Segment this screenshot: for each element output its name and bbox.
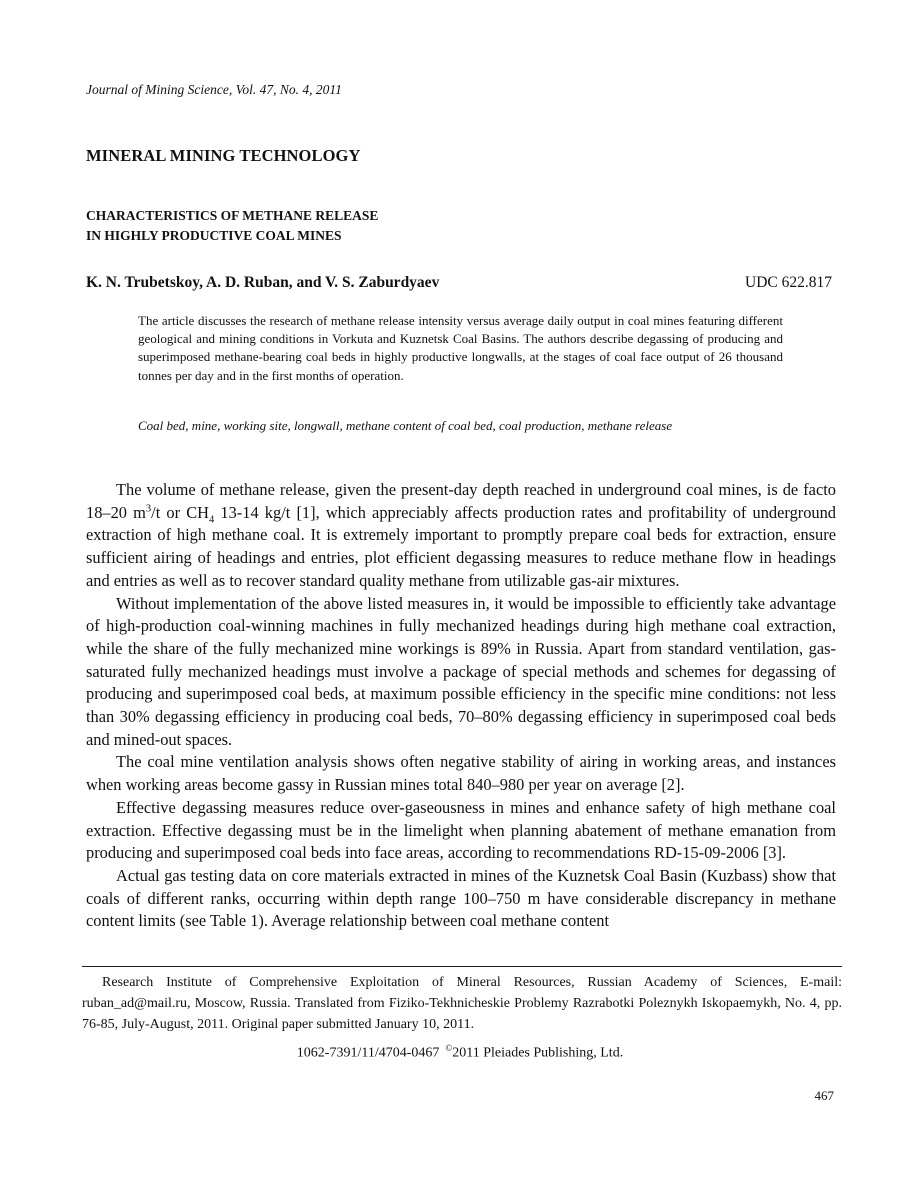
- paragraph-5: Actual gas testing data on core materials extracted in mines of the Kuznetsk Coal Basin (Kuzbass) show that coals of different ranks, occurring within depth range 100–750 m have considerable discrepancy in methane content limits (see Table 1). Average relationship between coal methane content: [86, 865, 836, 931]
- p1-text-b: /t or CH: [151, 502, 209, 522]
- issn-code: 1062-7391/11/4704-0467: [296, 1045, 440, 1061]
- footnote: Research Institute of Comprehensive Exploitation of Mineral Resources, Russian Academy of Sciences, E-mail: ruban_ad@mail.ru, Moscow, Russia. Translated from Fiziko-Tekhnicheskie Problemy Razrabotki Poleznykh Iskopaemykh, No. 4, pp. 76-85, July-August, 2011. Original paper submitted January 10, 2011.: [82, 975, 842, 1032]
- paragraph-1: [86, 479, 836, 593]
- keywords: Coal bed, mine, working site, longwall, methane content of coal bed, coal production, methane release: [138, 418, 673, 433]
- p1-text-a: The volume of methane release, given the present-day depth reached in underground coal mines, is de facto 18–20 m: [86, 480, 836, 522]
- udc-code: UDC 622.817: [745, 274, 832, 291]
- body-text: [86, 479, 836, 933]
- p1-subscript: 4: [209, 513, 215, 525]
- p1-text-c: 13-14 kg/t [1], which appreciably affects production rates and profitability of underground extraction of high methane coal. It is extremely important to promptly prepare coal beds for extraction, ensure sufficient airing of headings and entries, plot efficient degassing measures to reduce methane flow in headings and entries as well as to recover standard quality methane from utilizable gas-air mixtures.: [86, 502, 837, 590]
- authors: K. N. Trubetskoy, A. D. Ruban, and V. S. Zaburdyaev: [86, 274, 440, 291]
- paragraph-4: Effective degassing measures reduce over-gaseousness in mines and enhance safety of high methane coal extraction. Effective degassing must be in the limelight when planning abatement of methane emanation from producing and superimposed coal beds into face areas, according to recommendations RD-15-09-2006 [3].: [86, 797, 836, 863]
- title-line-1: CHARACTERISTICS OF METHANE RELEASE: [86, 208, 379, 223]
- footnote-divider: [82, 966, 842, 967]
- title-line-2: IN HIGHLY PRODUCTIVE COAL MINES: [86, 228, 342, 243]
- section-heading: MINERAL MINING TECHNOLOGY: [86, 146, 361, 165]
- article-title: [86, 206, 378, 246]
- abstract: The article discusses the research of methane release intensity versus average daily output in coal mines featuring different geological and mining conditions in Vorkuta and Kuznetsk Coal Basins. The authors describe degassing of producing and superimposed methane-bearing coal beds in highly productive longwalls, at the stages of coal face output of 26 thousand tonnes per day and in the first months of operation.: [138, 313, 783, 383]
- copyright-symbol: ©: [445, 1043, 453, 1053]
- paragraph-2: Without implementation of the above listed measures in, it would be impossible to efficiently take advantage of high-production coal-winning machines in fully mechanized headings during high methane coal extraction, while the share of the fully mechanized mine workings is 89% in Russia. Apart from standard ventilation, gas-saturated fully mechanized headings must involve a package of special methods and schemes for degassing of producing and superimposed coal beds, at maximum possible efficiency in the specific mine conditions: not less than 30% degassing efficiency in producing coal beds, 70–80% degassing efficiency in superimposed coal beds and mined-out spaces.: [86, 593, 836, 749]
- copyright-text: 2011 Pleiades Publishing, Ltd.: [452, 1045, 624, 1061]
- copyright-line: [0, 1043, 920, 1062]
- p1-superscript: 3: [145, 503, 152, 515]
- page-number: 467: [814, 1088, 834, 1103]
- paragraph-3: The coal mine ventilation analysis shows often negative stability of airing in working areas, and instances when working areas become gassy in Russian mines total 840–980 per year on average [2].: [86, 752, 836, 795]
- journal-citation: Journal of Mining Science, Vol. 47, No. 4, 2011: [86, 82, 342, 97]
